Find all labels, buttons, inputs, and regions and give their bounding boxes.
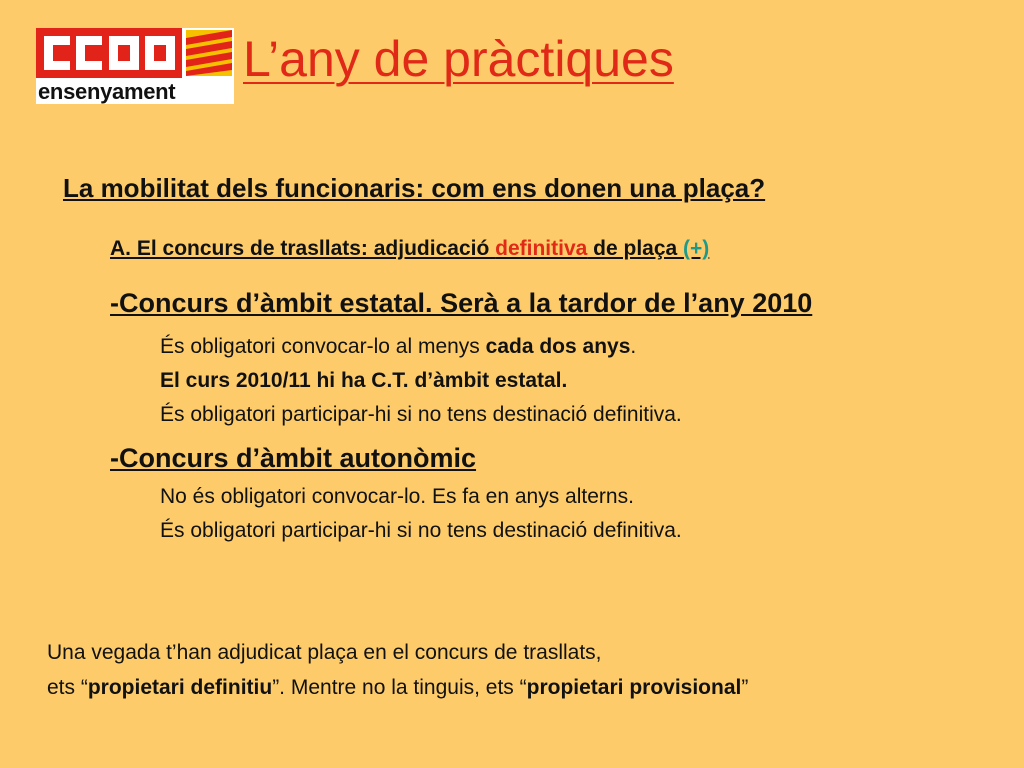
estatal-line-1-text: És obligatori convocar-lo al menys [160,335,486,358]
ccoo-logo [36,28,234,104]
estatal-line-1-end: . [630,335,637,358]
footer-line-2-bold-1: propietari definitiu [87,676,273,699]
estatal-line-1-bold: cada dos anys [485,335,631,358]
logo-subtext: ensenyament [38,79,176,104]
autonomic-details [160,480,682,548]
footer-line-2-e: ” [741,676,749,699]
autonomic-heading: -Concurs d’àmbit autonòmic [110,443,477,473]
slide-subtitle: La mobilitat dels funcionaris: com ens donen una plaça? [63,173,766,203]
footer-line-2-c: ”. Mentre no la tinguis, ets “ [272,676,527,699]
footer-note [47,635,748,705]
autonomic-line-2: És obligatori participar-hi si no tens destinació definitiva. [160,519,682,542]
estatal-line-1 [160,330,682,364]
footer-line-2 [47,670,748,705]
footer-line-2-a: ets “ [47,676,88,699]
section-a-heading [110,237,709,261]
estatal-details [160,330,682,432]
estatal-line-3: És obligatori participar-hi si no tens destinació definitiva. [160,403,682,426]
section-a-prefix: A. El concurs de trasllats: adjudicació [110,237,496,260]
section-a-middle: de plaça [587,237,684,260]
more-info-link[interactable]: (+) [683,237,710,260]
estatal-line-2-bold: El curs 2010/11 hi ha C.T. d’àmbit estatal. [160,369,568,392]
section-a-highlight: definitiva [495,237,588,260]
page-title: L’any de pràctiques [243,31,674,87]
estatal-line-2 [160,364,682,398]
ccoo-letters-logo [36,28,182,78]
estatal-heading: -Concurs d’àmbit estatal. Serà a la tardor de l’any 2010 [110,288,813,318]
footer-line-2-bold-2: propietari provisional [526,676,742,699]
catalan-flag-icon [186,30,232,76]
autonomic-line-1: No és obligatori convocar-lo. Es fa en anys alterns. [160,485,634,508]
footer-line-1: Una vegada t’han adjudicat plaça en el concurs de trasllats, [47,641,602,664]
